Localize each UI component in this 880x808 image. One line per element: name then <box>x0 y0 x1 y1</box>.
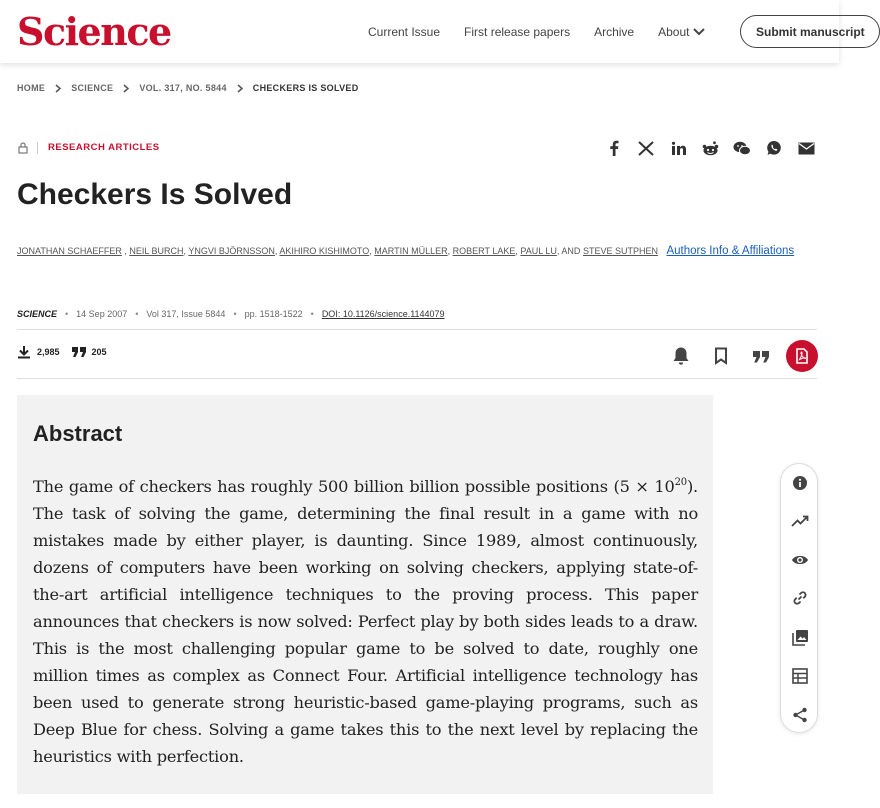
citations-count: 205 <box>91 347 107 357</box>
breadcrumb-home[interactable]: HOME <box>17 83 46 93</box>
breadcrumb-current: CHECKERS IS SOLVED <box>252 83 359 93</box>
author-link[interactable]: JONATHAN SCHAEFFER <box>17 246 122 256</box>
download-icon <box>17 345 31 359</box>
abstract-text-part-1: The game of checkers has roughly 500 billion billion possible positions (5 × 10 <box>33 477 675 496</box>
doi-link[interactable]: DOI: 10.1126/science.1144079 <box>321 309 445 319</box>
separator-dot: • <box>135 309 139 319</box>
share-bar <box>604 138 828 158</box>
nav-archive[interactable]: Archive <box>594 24 635 39</box>
article-title: Checkers Is Solved <box>17 178 293 211</box>
citations-metric[interactable] <box>72 346 107 358</box>
eye-icon[interactable] <box>790 550 810 570</box>
nav-first-release[interactable]: First release papers <box>464 24 571 39</box>
nav-current-issue[interactable]: Current Issue <box>368 24 441 39</box>
nav-about[interactable] <box>658 25 705 39</box>
breadcrumb-science[interactable]: SCIENCE <box>71 83 114 93</box>
page-range: pp. 1518-1522 <box>244 309 303 319</box>
journal-name[interactable]: SCIENCE <box>17 309 58 319</box>
volume-issue[interactable]: Vol 317, Issue 5844 <box>146 309 226 319</box>
facebook-icon[interactable] <box>604 138 624 158</box>
info-icon[interactable] <box>790 473 810 493</box>
chevron-down-icon <box>693 28 705 36</box>
article-type-row <box>17 141 160 154</box>
chevron-right-icon <box>55 84 61 93</box>
divider <box>17 329 817 330</box>
science-logo[interactable]: Science <box>17 9 171 54</box>
abstract-heading: Abstract <box>33 421 123 446</box>
publish-date: 14 Sep 2007 <box>76 309 128 319</box>
article-meta <box>17 309 445 319</box>
author-link[interactable]: AKIHIRO KISHIMOTO <box>279 246 370 256</box>
link-icon[interactable] <box>790 588 810 608</box>
author-link[interactable]: NEIL BURCH <box>129 246 184 256</box>
downloads-metric[interactable] <box>17 345 60 359</box>
author-link[interactable]: ROBERT LAKE <box>452 246 516 256</box>
linkedin-icon[interactable] <box>668 138 688 158</box>
separator-dot: • <box>65 309 69 319</box>
abstract-text <box>33 473 698 770</box>
authors-info-affiliations-link[interactable]: Authors Info & Affiliations <box>666 245 795 257</box>
breadcrumb-volume[interactable]: VOL. 317, NO. 5844 <box>139 83 227 93</box>
author-list: JONATHAN SCHAEFFER , NEIL BURCH, YNGVI BJÖRNSSON, AKIHIRO KISHIMOTO, MARTIN MÜLLER, ROBERT LAKE, PAUL LU, AND STEVE SUTPHEN Authors Info & Affiliations <box>17 245 795 257</box>
abstract-exponent: 20 <box>674 477 687 488</box>
lock-icon <box>17 141 29 154</box>
top-navigation-bar <box>0 0 865 63</box>
bookmark-icon[interactable] <box>708 343 734 369</box>
breadcrumb <box>17 83 359 93</box>
separator-dot: • <box>310 309 314 319</box>
chevron-right-icon <box>237 84 243 93</box>
author-link[interactable]: YNGVI BJÖRNSSON <box>188 246 275 256</box>
nav-about-label: About <box>658 24 690 39</box>
author-link[interactable]: PAUL LU <box>520 246 557 256</box>
table-icon[interactable] <box>790 666 810 686</box>
author-link[interactable]: STEVE SUTPHEN <box>582 246 658 256</box>
downloads-count: 2,985 <box>37 347 60 357</box>
x-icon[interactable] <box>636 138 656 158</box>
image-icon[interactable] <box>790 627 810 647</box>
article-metrics <box>17 345 119 359</box>
authors-and: AND <box>561 246 581 256</box>
citation-icon <box>72 346 86 358</box>
abstract-text-part-2: ). The task of solving the game, determining the final result in a game with no mistakes made by either player, is daunting. Since 1989, almost continuously, dozens of computers have been working on solving checkers, applying state-of-the-art artificial intelligence techniques to the proving process. This paper announces that checkers is now solved: Perfect play by both sides leads to a draw. This is the most challenging popular game to be solved to date, roughly one million times as complex as Connect Four. Artificial intelligence technology has been used to generate strong heuristic-based game-playing programs, such as Deep Blue for chess. Solving a game takes this to the next level by replacing the heuristics with perfection. <box>33 477 698 766</box>
whatsapp-icon[interactable] <box>764 138 784 158</box>
bell-icon[interactable] <box>668 343 694 369</box>
abstract-section <box>17 395 713 794</box>
chevron-right-icon <box>123 84 129 93</box>
article-tools <box>668 340 818 372</box>
quote-icon[interactable] <box>748 343 774 369</box>
reddit-icon[interactable] <box>700 138 720 158</box>
email-icon[interactable] <box>796 138 816 158</box>
trending-icon[interactable] <box>790 511 810 531</box>
share-icon[interactable] <box>790 705 810 725</box>
separator-dot: • <box>233 309 237 319</box>
wechat-icon[interactable] <box>732 138 752 158</box>
divider <box>17 378 817 379</box>
author-link[interactable]: MARTIN MÜLLER <box>374 246 448 256</box>
divider <box>37 142 38 154</box>
article-sidebar-tools <box>780 463 818 733</box>
main-nav <box>368 0 729 63</box>
pdf-icon[interactable] <box>786 340 818 372</box>
submit-manuscript-button[interactable]: Submit manuscript <box>740 15 880 48</box>
article-type-label[interactable]: RESEARCH ARTICLES <box>48 142 160 153</box>
